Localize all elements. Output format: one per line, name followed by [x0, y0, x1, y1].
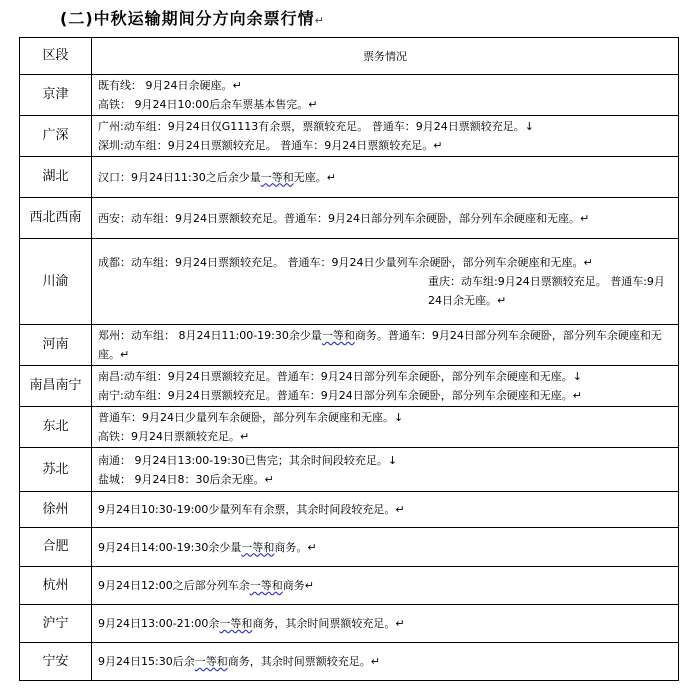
info-cell	[92, 605, 679, 643]
region-cell: 东北	[20, 407, 92, 448]
section-heading	[60, 6, 325, 29]
region-cell: 京津	[20, 75, 92, 116]
info-line: 9月24日10:30-19:00少量列车有余票，其余时间段较充足。↵	[98, 503, 405, 516]
info-line: 南昌:动车组：9月24日票额较充足。普通车：9月24日部分列车余硬卧，部分列车余硬座和无座。↓	[98, 370, 582, 383]
info-line: 9月24日14:00-19:30余少量一等和商务。↵	[98, 540, 317, 554]
region-cell: 杭州	[20, 567, 92, 605]
info-cell	[92, 75, 679, 116]
info-line: 普通车：9月24日少量列车余硬卧，部分列车余硬座和无座。↓	[98, 411, 404, 424]
region-cell: 沪宁	[20, 605, 92, 643]
info-line: 9月24日12:00之后部分列车余一等和商务↵	[98, 579, 314, 592]
info-cell	[92, 157, 679, 198]
info-line: 郑州：动车组： 8月24日11:00-19:30余少量一等和商务。普通车：9月24日部分列车余硬卧，部分列车余硬座和无座。↵	[98, 329, 662, 361]
info-line: 重庆：动车组:9月24日票额较充足。 普通车:9月24日余无座。↵	[428, 275, 665, 307]
info-line: 9月24日15:30后余一等和商务，其余时间票额较充足。↵	[98, 655, 380, 668]
region-cell: 合肥	[20, 528, 92, 567]
region-cell: 河南	[20, 325, 92, 366]
spellcheck-underline: 一等和	[249, 579, 283, 592]
table-row	[20, 448, 679, 492]
spellcheck-underline: 一等和	[321, 329, 355, 342]
region-cell: 湖北	[20, 157, 92, 198]
table-row	[20, 407, 679, 448]
info-line: 南通： 9月24日13:00-19:30已售完；其余时间段较充足。↓	[98, 453, 398, 467]
region-cell: 川渝	[20, 239, 92, 325]
table-header-row	[20, 38, 679, 75]
info-line: 成都：动车组：9月24日票额较充足。 普通车：9月24日少量列车余硬卧，部分列车余硬座和无座。↵	[98, 256, 593, 269]
table-row	[20, 643, 679, 681]
section-heading-text: (二)中秋运输期间分方向余票行情	[60, 9, 315, 28]
table-row	[20, 239, 679, 325]
region-cell: 宁安	[20, 643, 92, 681]
info-cell	[92, 325, 679, 366]
table-row	[20, 157, 679, 198]
table-row	[20, 605, 679, 643]
info-cell	[92, 239, 679, 325]
info-cell	[92, 116, 679, 157]
info-cell	[92, 407, 679, 448]
table-row	[20, 567, 679, 605]
info-line: 高铁： 9月24日10:00后余车票基本售完。↵	[98, 98, 318, 111]
spellcheck-underline: 一等和	[219, 617, 253, 630]
spellcheck-underline: 一等和	[194, 655, 228, 668]
info-line: 南宁:动车组：9月24日票额较充足。普通车：9月24日部分列车余硬卧，部分列车余硬座和无座。↵	[98, 389, 582, 402]
info-line: 高铁：9月24日票额较充足。↵	[98, 430, 250, 443]
header-ticket-info: 票务情况	[92, 38, 679, 75]
table-row	[20, 325, 679, 366]
spellcheck-underline: 一等和	[260, 170, 294, 184]
table-row	[20, 492, 679, 528]
region-cell: 南昌南宁	[20, 366, 92, 407]
info-line: 9月24日13:00-21:00余一等和商务，其余时间票额较充足。↵	[98, 617, 405, 630]
info-cell	[92, 567, 679, 605]
info-line: 盐城： 9月24日8：30后余无座。↵	[98, 472, 274, 486]
info-cell	[92, 492, 679, 528]
info-line: 汉口：9月24日11:30之后余少量一等和无座。↵	[98, 170, 336, 184]
table-row	[20, 528, 679, 567]
info-cell	[92, 528, 679, 567]
region-cell: 西北西南	[20, 198, 92, 239]
spellcheck-underline: 一等和	[241, 540, 275, 554]
table-row	[20, 75, 679, 116]
region-cell: 苏北	[20, 448, 92, 492]
table-row	[20, 198, 679, 239]
info-cell	[92, 198, 679, 239]
header-region: 区段	[20, 38, 92, 75]
table-row	[20, 366, 679, 407]
info-line: 广州:动车组：9月24日仅G1113有余票，票额较充足。 普通车：9月24日票额较充足。↓	[98, 120, 534, 133]
paragraph-mark-icon: ↵	[314, 14, 325, 27]
ticket-table	[19, 37, 679, 681]
info-cell	[92, 366, 679, 407]
info-line: 既有线： 9月24日余硬座。↵	[98, 79, 242, 92]
info-line: 西安：动车组：9月24日票额较充足。普通车：9月24日部分列车余硬卧，部分列车余硬座和无座。↵	[98, 211, 590, 225]
table-row	[20, 116, 679, 157]
info-cell	[92, 643, 679, 681]
info-cell	[92, 448, 679, 492]
region-cell: 徐州	[20, 492, 92, 528]
info-line: 深圳:动车组：9月24日票额较充足。 普通车：9月24日票额较充足。↵	[98, 139, 443, 152]
region-cell: 广深	[20, 116, 92, 157]
